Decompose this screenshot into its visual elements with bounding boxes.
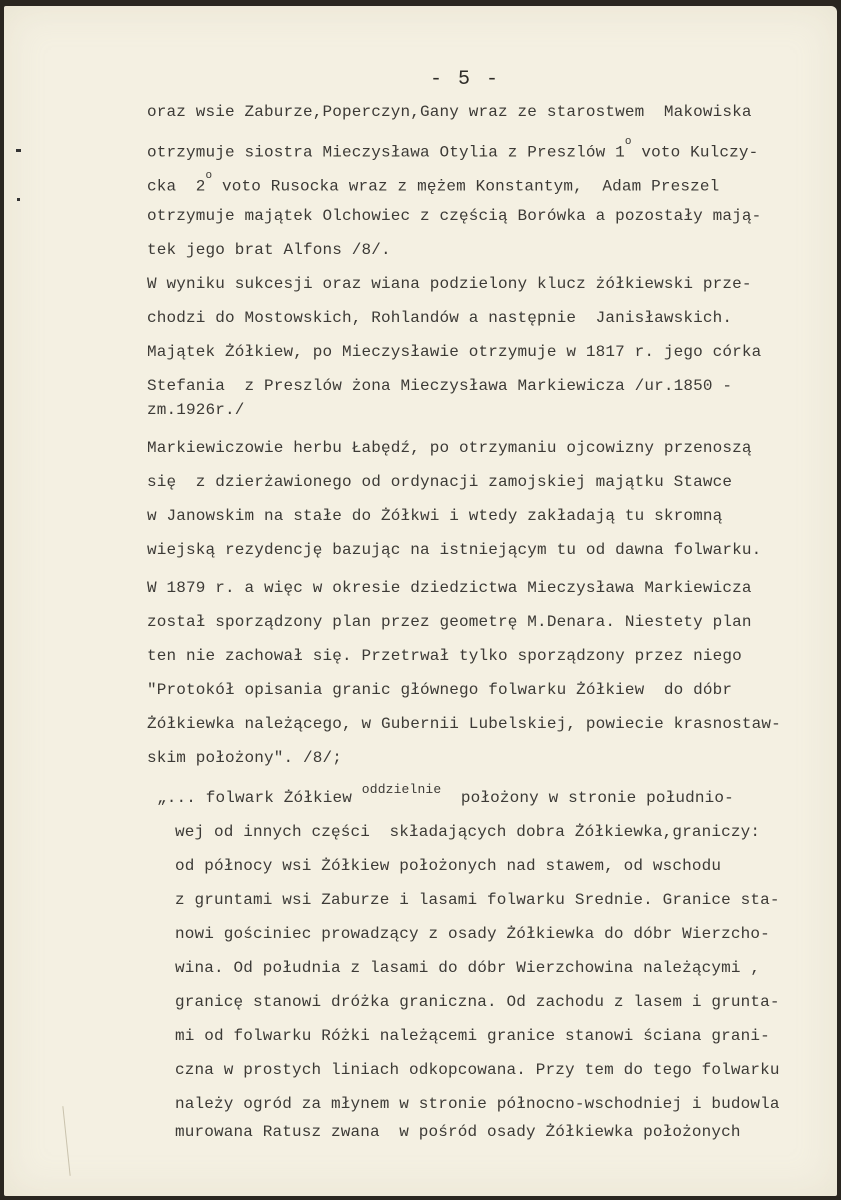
text-line bbox=[175, 1026, 770, 1046]
text-line-6: tek jego brat Alfons /8/. bbox=[147, 241, 391, 259]
text-line bbox=[175, 958, 760, 978]
text-line-34: murowana Ratusz zwana w pośród osady Żółkiewka położonych bbox=[175, 1123, 741, 1141]
text-line-22: „... folwark Żółkiew bbox=[157, 789, 362, 807]
text-line-7: W wyniku sukcesji oraz wiana podzielony klucz żółkiewski prze- bbox=[147, 275, 752, 293]
text-line-31: mi od folwarku Różki należącemi granice stanowi ściana grani- bbox=[175, 1027, 770, 1045]
text-line-13: się z dzierżawionego od ordynacji zamojskiej majątku Stawce bbox=[147, 473, 733, 491]
text-line bbox=[147, 308, 732, 328]
text-line bbox=[147, 438, 752, 458]
text-line bbox=[147, 172, 719, 196]
text-line-21: skim położony". /8/; bbox=[147, 749, 343, 767]
text-line bbox=[175, 1094, 780, 1114]
text-line bbox=[175, 992, 780, 1012]
text-line bbox=[147, 376, 732, 396]
text-line bbox=[175, 822, 760, 842]
text-line-24: położony w stronie południo- bbox=[441, 789, 734, 807]
text-line bbox=[147, 578, 752, 598]
text-line bbox=[147, 400, 245, 420]
text-line bbox=[147, 206, 761, 226]
text-line-17: został sporządzony plan przez geometrę M.Denara. Niestety plan bbox=[147, 613, 752, 631]
text-line bbox=[147, 240, 391, 260]
text-line bbox=[147, 748, 342, 768]
text-line bbox=[175, 924, 770, 944]
text-line-2: voto Kulczy- bbox=[631, 143, 759, 162]
inserted-word: oddzielnie bbox=[361, 782, 442, 797]
text-line bbox=[175, 1060, 780, 1080]
text-line-11: zm.1926r./ bbox=[147, 401, 245, 419]
text-line-19: "Protokół opisania granic głównego folwarku Żółkiew do dóbr bbox=[147, 681, 733, 699]
text-line-15: wiejską rezydencję bazując na istniejącym tu od dawna folwarku. bbox=[147, 541, 762, 559]
text-line bbox=[175, 1122, 741, 1142]
text-line-26: od północy wsi Żółkiew położonych nad stawem, od wschodu bbox=[175, 857, 722, 875]
typewritten-page bbox=[4, 6, 837, 1196]
text-line bbox=[147, 472, 732, 492]
text-line bbox=[147, 274, 752, 294]
text-line bbox=[175, 856, 721, 876]
text-line-10: Stefania z Preszlów żona Mieczysława Markiewicza /ur.1850 - bbox=[147, 377, 733, 395]
text-line-18: ten nie zachował się. Przetrwał tylko sporządzony przez niego bbox=[147, 647, 742, 665]
text-line bbox=[175, 890, 780, 910]
text-line bbox=[147, 342, 761, 362]
text-line-0: oraz wsie Zaburze,Poperczyn,Gany wraz ze starostwem Makowiska bbox=[147, 103, 752, 121]
text-line-28: nowi gościniec prowadzący z osady Żółkiewka do dóbr Wierzcho- bbox=[175, 925, 770, 943]
text-line bbox=[147, 612, 752, 632]
text-line-33: należy ogród za młynem w stronie północno-wschodniej i budowla bbox=[175, 1095, 780, 1113]
text-line-32: czna w prostych liniach odkopcowana. Przy tem do tego folwarku bbox=[175, 1061, 780, 1079]
text-line-20: Żółkiewka należącego, w Gubernii Lubelskiej, powiecie krasnostaw- bbox=[147, 715, 781, 733]
text-line bbox=[157, 782, 734, 809]
text-line bbox=[147, 680, 732, 700]
text-line-27: z gruntami wsi Zaburze i lasami folwarku Srednie. Granice sta- bbox=[175, 891, 780, 909]
text-line-4: voto Rusocka wraz z mężem Konstantym, Adam Preszel bbox=[212, 177, 720, 196]
text-line-8: chodzi do Mostowskich, Rohlandów a następnie Janisławskich. bbox=[147, 309, 733, 327]
text-line bbox=[147, 138, 758, 162]
text-line bbox=[147, 714, 781, 734]
text-line bbox=[147, 540, 761, 560]
text-line bbox=[147, 102, 752, 122]
margin-mark bbox=[16, 149, 21, 152]
text-line-12: Markiewiczowie herbu Łabędź, po otrzymaniu ojcowizny przenoszą bbox=[147, 439, 752, 457]
text-line bbox=[147, 646, 742, 666]
text-line-30: granicę stanowi dróżka graniczna. Od zachodu z lasem i grunta- bbox=[175, 993, 780, 1011]
text-line-9: Majątek Żółkiew, po Mieczysławie otrzymuje w 1817 r. jego córka bbox=[147, 343, 762, 361]
text-line-14: w Janowskim na stałe do Żółkwi i wtedy zakładają tu skromną bbox=[147, 507, 723, 525]
text-line-1: otrzymuje siostra Mieczysława Otylia z Preszlów 1 bbox=[147, 143, 625, 162]
margin-mark bbox=[17, 198, 20, 201]
superscript-degree: o bbox=[205, 170, 213, 182]
text-line-16: W 1879 r. a więc w okresie dziedzictwa Mieczysława Markiewicza bbox=[147, 579, 752, 597]
text-line-29: wina. Od południa z lasami do dóbr Wierzchowina należącymi , bbox=[175, 959, 761, 977]
text-line-25: wej od innych części składających dobra Żółkiewka,graniczy: bbox=[175, 823, 761, 841]
text-line-3: cka 2 bbox=[147, 177, 206, 196]
page-number: - 5 - bbox=[430, 68, 501, 91]
text-line-5: otrzymuje majątek Olchowiec z częścią Borówka a pozostały mają- bbox=[147, 207, 762, 225]
page-crease bbox=[62, 1106, 70, 1176]
text-line bbox=[147, 506, 722, 526]
superscript-degree: o bbox=[624, 136, 632, 148]
